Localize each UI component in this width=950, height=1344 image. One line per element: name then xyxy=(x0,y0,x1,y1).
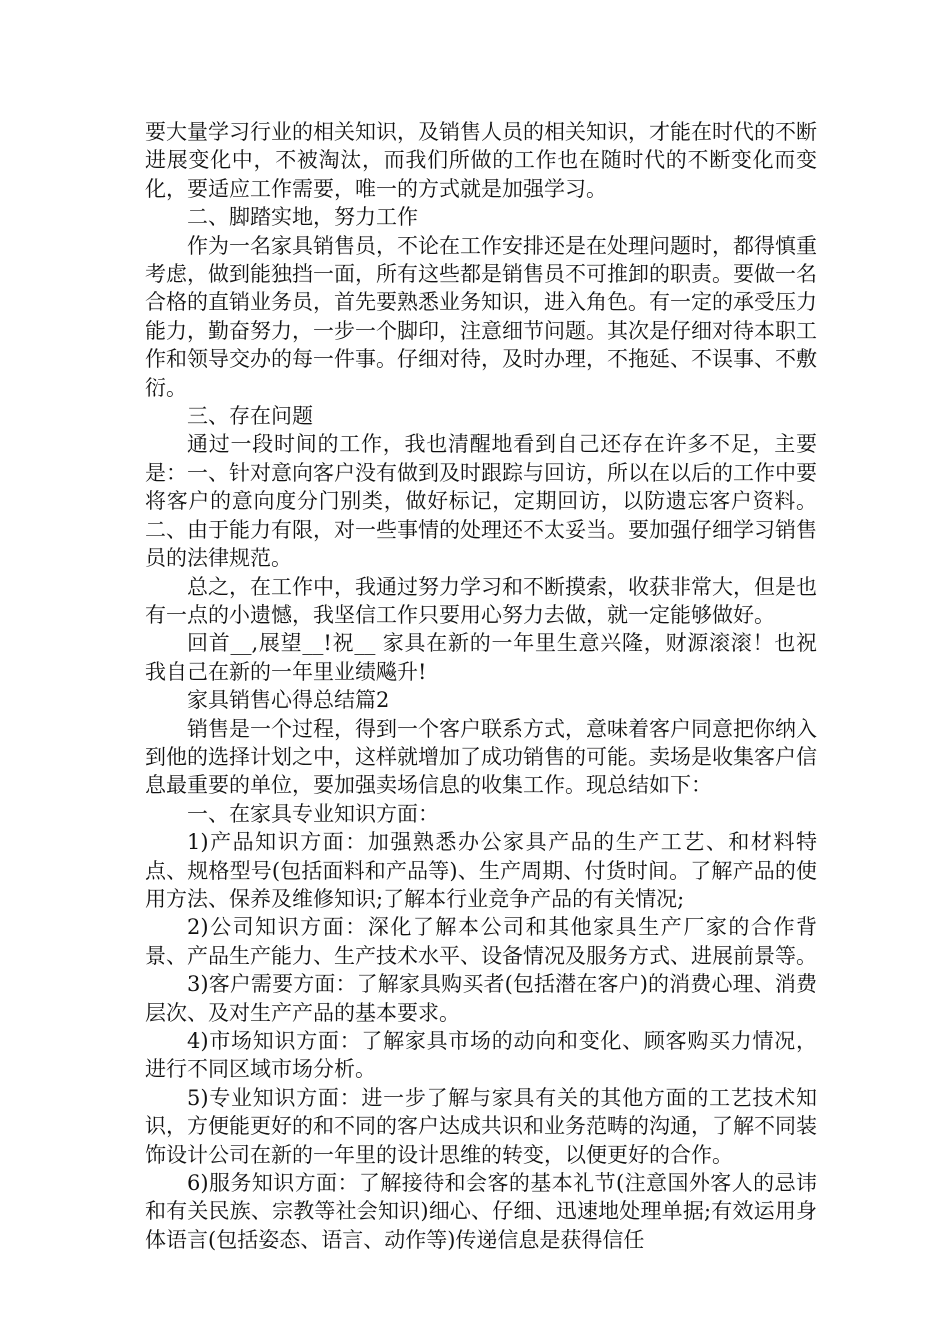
article-title-part-2: 家具销售心得总结篇2 xyxy=(187,688,390,713)
paragraph-study-continuation: 要大量学习行业的相关知识，及销售人员的相关知识，才能在时代的不断进展变化中，不被淘汰，而我们所做的工作也在随时代的不断变化而变化，要适应工作需要，唯一的方式就是加强学习。 xyxy=(145,120,817,201)
paragraph-summary: 总之，在工作中，我通过努力学习和不断摸索，收获非常大，但是也有一点的小遗憾，我坚信工作只要用心努力去做，就一定能够做好。 xyxy=(145,574,817,627)
document-page xyxy=(145,118,817,1254)
list-item-customer-needs: 3)客户需要方面：了解家具购买者(包括潜在客户)的消费心理、消费层次、及对生产产品的基本要求。 xyxy=(145,972,817,1025)
paragraph-wishes: 回首__,展望__!祝__ 家具在新的一年里生意兴隆，财源滚滚！也祝我自己在新的一年里业绩飚升! xyxy=(145,631,817,684)
section-heading-problems: 三、存在问题 xyxy=(187,404,313,429)
paragraph-sales-process: 销售是一个过程，得到一个客户联系方式，意味着客户同意把你纳入到他的选择计划之中，这样就增加了成功销售的可能。卖场是收集客户信息最重要的单位，要加强卖场信息的收集工作。现总结如下： xyxy=(145,716,817,798)
list-item-service-knowledge: 6)服务知识方面：了解接待和会客的基本礼节(注意国外客人的忌讳和有关民族、宗教等社会知识)细心、仔细、迅速地处理单据;有效运用身体语言(包括姿态、语言、动作等)传递信息是获得信任 xyxy=(145,1171,817,1252)
section-heading-professional-knowledge: 一、在家具专业知识方面： xyxy=(187,801,439,826)
paragraph-salesperson-duty: 作为一名家具销售员，不论在工作安排还是在处理问题时，都得慎重考虑，做到能独挡一面，所有这些都是销售员不可推卸的职责。要做一名合格的直销业务员，首先要熟悉业务知识，进入角色。有一定的承受压力能力，勤奋努力，一步一个脚印，注意细节问题。其次是仔细对待本职工作和领导交办的每一件事。仔细对待，及时办理，不拖延、不误事、不敷衍。 xyxy=(145,233,817,400)
list-item-specialized-knowledge: 5)专业知识方面：进一步了解与家具有关的其他方面的工艺技术知识，方便能更好的和不同的客户达成共识和业务范畴的沟通，了解不同装饰设计公司在新的一年里的设计思维的转变，以便更好的合作。 xyxy=(145,1085,817,1167)
list-item-product-knowledge: 1)产品知识方面：加强熟悉办公家具产品的生产工艺、和材料特点、规格型号(包括面料和产品等)、生产周期、付货时间。了解产品的使用方法、保养及维修知识;了解本行业竞争产品的有关情况; xyxy=(145,830,817,911)
section-heading-work-hard: 二、脚踏实地，努力工作 xyxy=(187,205,418,230)
paragraph-shortcomings: 通过一段时间的工作，我也清醒地看到自己还存在许多不足，主要是：一、针对意向客户没有做到及时跟踪与回访，所以在以后的工作中要将客户的意向度分门别类，做好标记，定期回访，以防遗忘客户资料。二、由于能力有限，对一些事情的处理还不太妥当。要加强仔细学习销售员的法律规范。 xyxy=(145,432,817,571)
list-item-company-knowledge: 2)公司知识方面：深化了解本公司和其他家具生产厂家的合作背景、产品生产能力、生产技术水平、设备情况及服务方式、进展前景等。 xyxy=(145,915,817,968)
list-item-market-knowledge: 4)市场知识方面：了解家具市场的动向和变化、顾客购买力情况，进行不同区域市场分析。 xyxy=(145,1029,817,1082)
